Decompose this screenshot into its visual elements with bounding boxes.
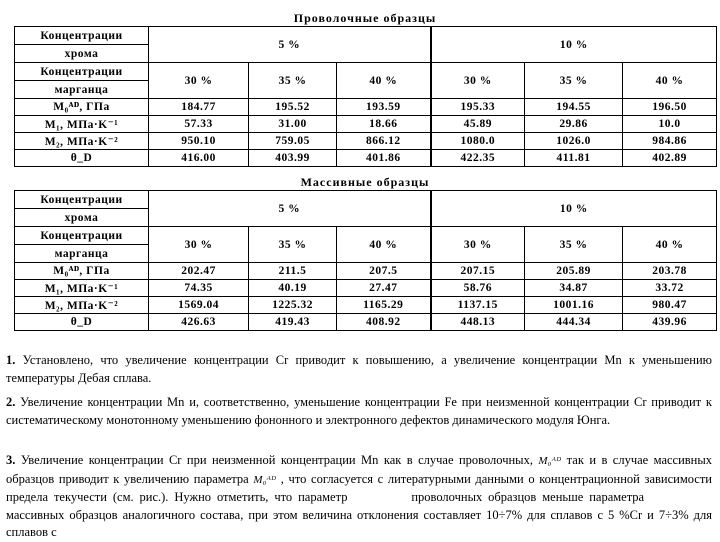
cell: 74.35 (149, 280, 249, 297)
cell: 950.10 (149, 133, 249, 150)
conclusion-text-a: Увеличение концентрации Cr при неизменной концентрации Mn как в случае проволочных, (20, 453, 533, 467)
cell: 193.59 (337, 99, 431, 116)
cell: 207.15 (431, 263, 525, 280)
cell: 1137.15 (431, 297, 525, 314)
cell: 184.77 (149, 99, 249, 116)
cell: 866.12 (337, 133, 431, 150)
wire-data-grid (14, 26, 717, 167)
cell: 759.05 (249, 133, 337, 150)
cell: 207.5 (337, 263, 431, 280)
cell: 31.00 (249, 116, 337, 133)
cell: 984.86 (623, 133, 717, 150)
cell: 27.47 (337, 280, 431, 297)
wire-mn-cell: 30 % (149, 63, 249, 99)
cell: 58.76 (431, 280, 525, 297)
wire-mn-cell: 30 % (431, 63, 525, 99)
formula-symbol: M₀ᴬᴰ (538, 455, 562, 467)
wire-mn-cell: 40 % (623, 63, 717, 99)
bulk-chrome-10: 10 % (431, 191, 717, 227)
cell: 416.00 (149, 150, 249, 167)
cell: 18.66 (337, 116, 431, 133)
conclusion-1 (6, 352, 712, 387)
cell: 1225.32 (249, 297, 337, 314)
bulk-chrome-label-2: хрома (15, 209, 149, 227)
bulk-mn-cell: 30 % (431, 227, 525, 263)
cell: 1569.04 (149, 297, 249, 314)
conclusion-number: 2. (6, 395, 16, 409)
wire-table-title: Проволочные образцы (293, 11, 437, 25)
cell: 195.33 (431, 99, 525, 116)
bulk-mn-cell: 35 % (525, 227, 623, 263)
wire-mn-cell: 35 % (525, 63, 623, 99)
cell: 411.81 (525, 150, 623, 167)
cell: 402.89 (623, 150, 717, 167)
bulk-mn-row (15, 227, 717, 245)
wire-row-m2 (15, 133, 717, 150)
bulk-mn-label: Концентрации (15, 227, 149, 245)
cell: 426.63 (149, 314, 249, 331)
wire-samples-table (14, 10, 716, 167)
wire-row-m0 (15, 99, 717, 116)
row-label: M₀ᴬᴰ, ГПа (15, 263, 149, 280)
bulk-mn-cell: 35 % (249, 227, 337, 263)
wire-mn-row (15, 63, 717, 81)
bulk-mn-cell: 30 % (149, 227, 249, 263)
cell: 980.47 (623, 297, 717, 314)
cell: 40.19 (249, 280, 337, 297)
cell: 1026.0 (525, 133, 623, 150)
cell: 203.78 (623, 263, 717, 280)
cell: 439.96 (623, 314, 717, 331)
conclusion-3 (6, 452, 712, 542)
row-label: θ_D (15, 150, 149, 167)
conclusion-text: Увеличение концентрации Mn и, соответственно, уменьшение концентрации Fe при неизменной концентрации Cr приводит к систематическому монотонному уменьшению фононного и электронного дефектов динамического модуля Юнга. (6, 395, 713, 427)
cell: 422.35 (431, 150, 525, 167)
cell: 448.13 (431, 314, 525, 331)
cell: 403.99 (249, 150, 337, 167)
cell: 196.50 (623, 99, 717, 116)
row-label: θ_D (15, 314, 149, 331)
cell: 33.72 (623, 280, 717, 297)
conclusion-text: Установлено, что увеличение концентрации Cr приводит к повышению, а увеличение концентрации Mn к уменьшению температуры Дебая сплава. (6, 353, 712, 385)
bulk-mn-cell: 40 % (337, 227, 431, 263)
cell: 34.87 (525, 280, 623, 297)
wire-row-theta (15, 150, 717, 167)
cell: 1001.16 (525, 297, 623, 314)
wire-mn-label: Концентрации (15, 63, 149, 81)
bulk-row-m0 (15, 263, 717, 280)
wire-mn-cell: 40 % (337, 63, 431, 99)
conclusion-text-e: массивных образцов аналогичного состава, при этом величина отклонения составляет 10÷7% для сплавов с 5 %Cr и 7÷3% для сплавов с (6, 507, 712, 539)
row-label: M₀ᴬᴰ, ГПа (15, 99, 149, 116)
conclusion-text-d: проволочных образцов меньше параметра (411, 490, 645, 504)
bulk-samples-table (14, 174, 716, 331)
wire-chrome-label-2: хрома (15, 45, 149, 63)
wire-chrome-5: 5 % (149, 27, 431, 63)
cell: 401.86 (337, 150, 431, 167)
cell: 419.43 (249, 314, 337, 331)
conclusion-number: 3. (6, 453, 16, 467)
wire-chrome-row (15, 27, 717, 45)
bulk-table-title: Массивные образцы (300, 175, 430, 189)
wire-chrome-10: 10 % (431, 27, 717, 63)
row-label: M₁, МПа·K⁻¹ (15, 280, 149, 297)
bulk-row-theta (15, 314, 717, 331)
conclusion-text-b: так и в случае массивных образцов приводит к увеличению параметра (6, 453, 713, 486)
bulk-row-m2 (15, 297, 717, 314)
cell: 408.92 (337, 314, 431, 331)
bulk-row-m1 (15, 280, 717, 297)
bulk-chrome-label: Концентрации (15, 191, 149, 209)
row-label: M₂, МПа·K⁻² (15, 297, 149, 314)
bulk-mn-label-2: марганца (15, 245, 149, 263)
bulk-chrome-5: 5 % (149, 191, 431, 227)
cell: 10.0 (623, 116, 717, 133)
formula-symbol: M₀ᴬᴰ (253, 473, 277, 486)
wire-chrome-label: Концентрации (15, 27, 149, 45)
cell: 1165.29 (337, 297, 431, 314)
cell: 195.52 (249, 99, 337, 116)
conclusion-2 (6, 394, 712, 429)
bulk-mn-cell: 40 % (623, 227, 717, 263)
cell: 194.55 (525, 99, 623, 116)
cell: 1080.0 (431, 133, 525, 150)
row-label: M₁, МПа·K⁻¹ (15, 116, 149, 133)
cell: 444.34 (525, 314, 623, 331)
cell: 202.47 (149, 263, 249, 280)
wire-mn-cell: 35 % (249, 63, 337, 99)
cell: 211.5 (249, 263, 337, 280)
wire-mn-label-2: марганца (15, 81, 149, 99)
wire-row-m1 (15, 116, 717, 133)
cell: 57.33 (149, 116, 249, 133)
cell: 29.86 (525, 116, 623, 133)
bulk-chrome-row (15, 191, 717, 209)
row-label: M₂, МПа·K⁻² (15, 133, 149, 150)
cell: 205.89 (525, 263, 623, 280)
bulk-data-grid (14, 190, 717, 331)
conclusion-text-c: , что согласуется с литературными данными о концентрационной зависимости предела текучести (см. рис.). Нужно отметить, что параметр (6, 471, 712, 504)
conclusion-number: 1. (6, 353, 16, 367)
cell: 45.89 (431, 116, 525, 133)
